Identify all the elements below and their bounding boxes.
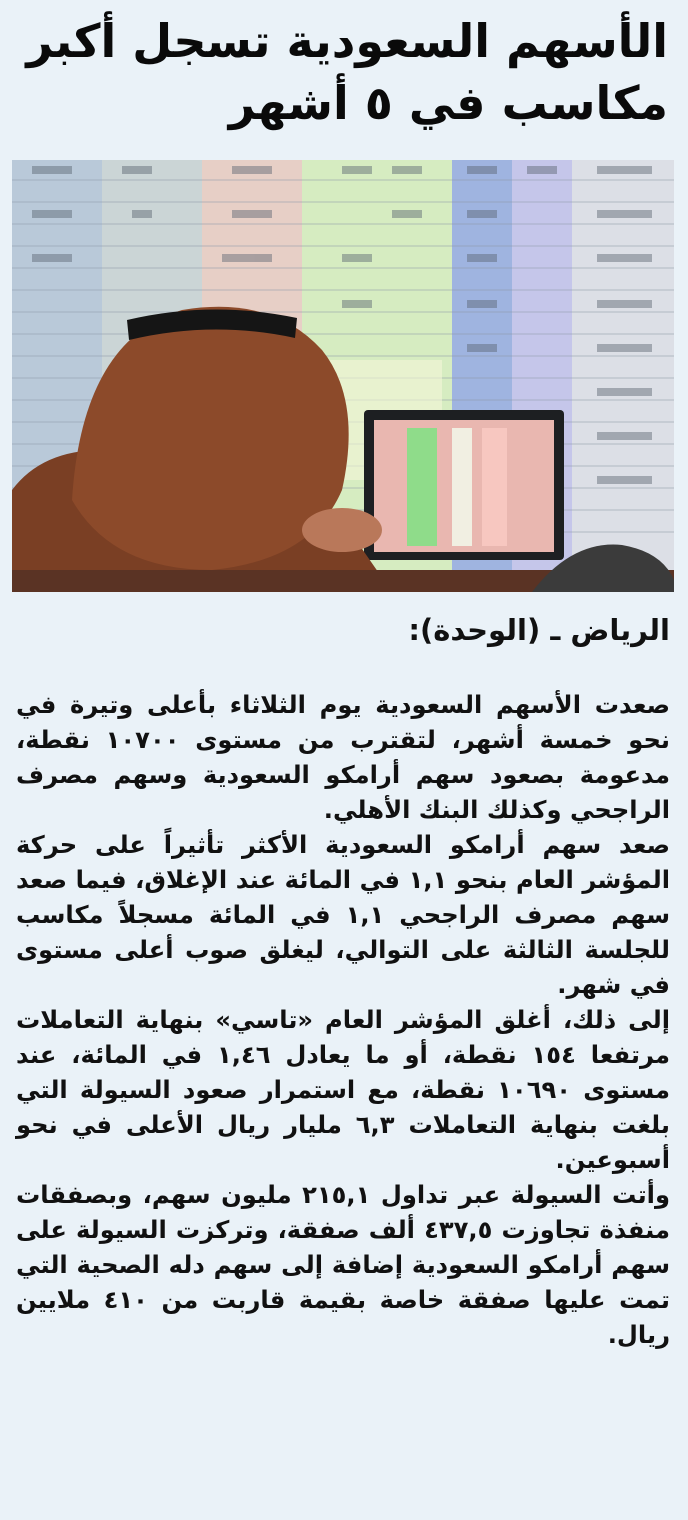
paragraph: وأتت السيولة عبر تداول ٢١٥,١ مليون سهم، وبصفقات منفذة تجاوزت ٤٣٧,٥ ألف صفقة، وتركزت السيولة على سهم أرامكو السعودية إضافة إلى سهم دله الصحية التي تمت عليها صفقة خاصة بقيمة قاربت من ٤١٠ ملايين ريال. xyxy=(16,1181,671,1349)
photo-illustration xyxy=(12,160,674,592)
paragraph: إلى ذلك، أغلق المؤشر العام «تاسي» بنهاية التعاملات مرتفعا ١٥٤ نقطة، أو ما يعادل ١,٤٦ في المائة، عند مستوى ١٠٦٩٠ نقطة، مع استمرار صعود السيولة التي بلغت بنهاية التعاملات ٦,٣ مليار ريال الأعلى في نحو أسبوعين. xyxy=(16,1006,671,1174)
paragraph: صعد سهم أرامكو السعودية الأكثر تأثيراً على حركة المؤشر العام بنحو ١,١ في المائة عند الإغلاق، فيما صعد سهم مصرف الراجحي ١,١ في المائة مسجلاً مكاسب للجلسة الثالثة على التوالي، ليغلق صوب أعلى مستوى في شهر. xyxy=(16,831,670,999)
photo-trader-at-stock-board xyxy=(12,160,674,592)
article-body xyxy=(16,688,670,1353)
paragraph: صعدت الأسهم السعودية يوم الثلاثاء بأعلى وتيرة في نحو خمسة أشهر، لتقترب من مستوى ١٠٧٠٠ نقطة، مدعومة بصعود سهم أرامكو السعودية وسهم مصرف الراجحي وكذلك البنك الأهلي. xyxy=(16,691,670,824)
headline: الأسهم السعودية تسجل أكبر مكاسب في ٥ أشهر xyxy=(26,14,668,130)
dateline: الرياض ـ (الوحدة): xyxy=(408,613,670,647)
